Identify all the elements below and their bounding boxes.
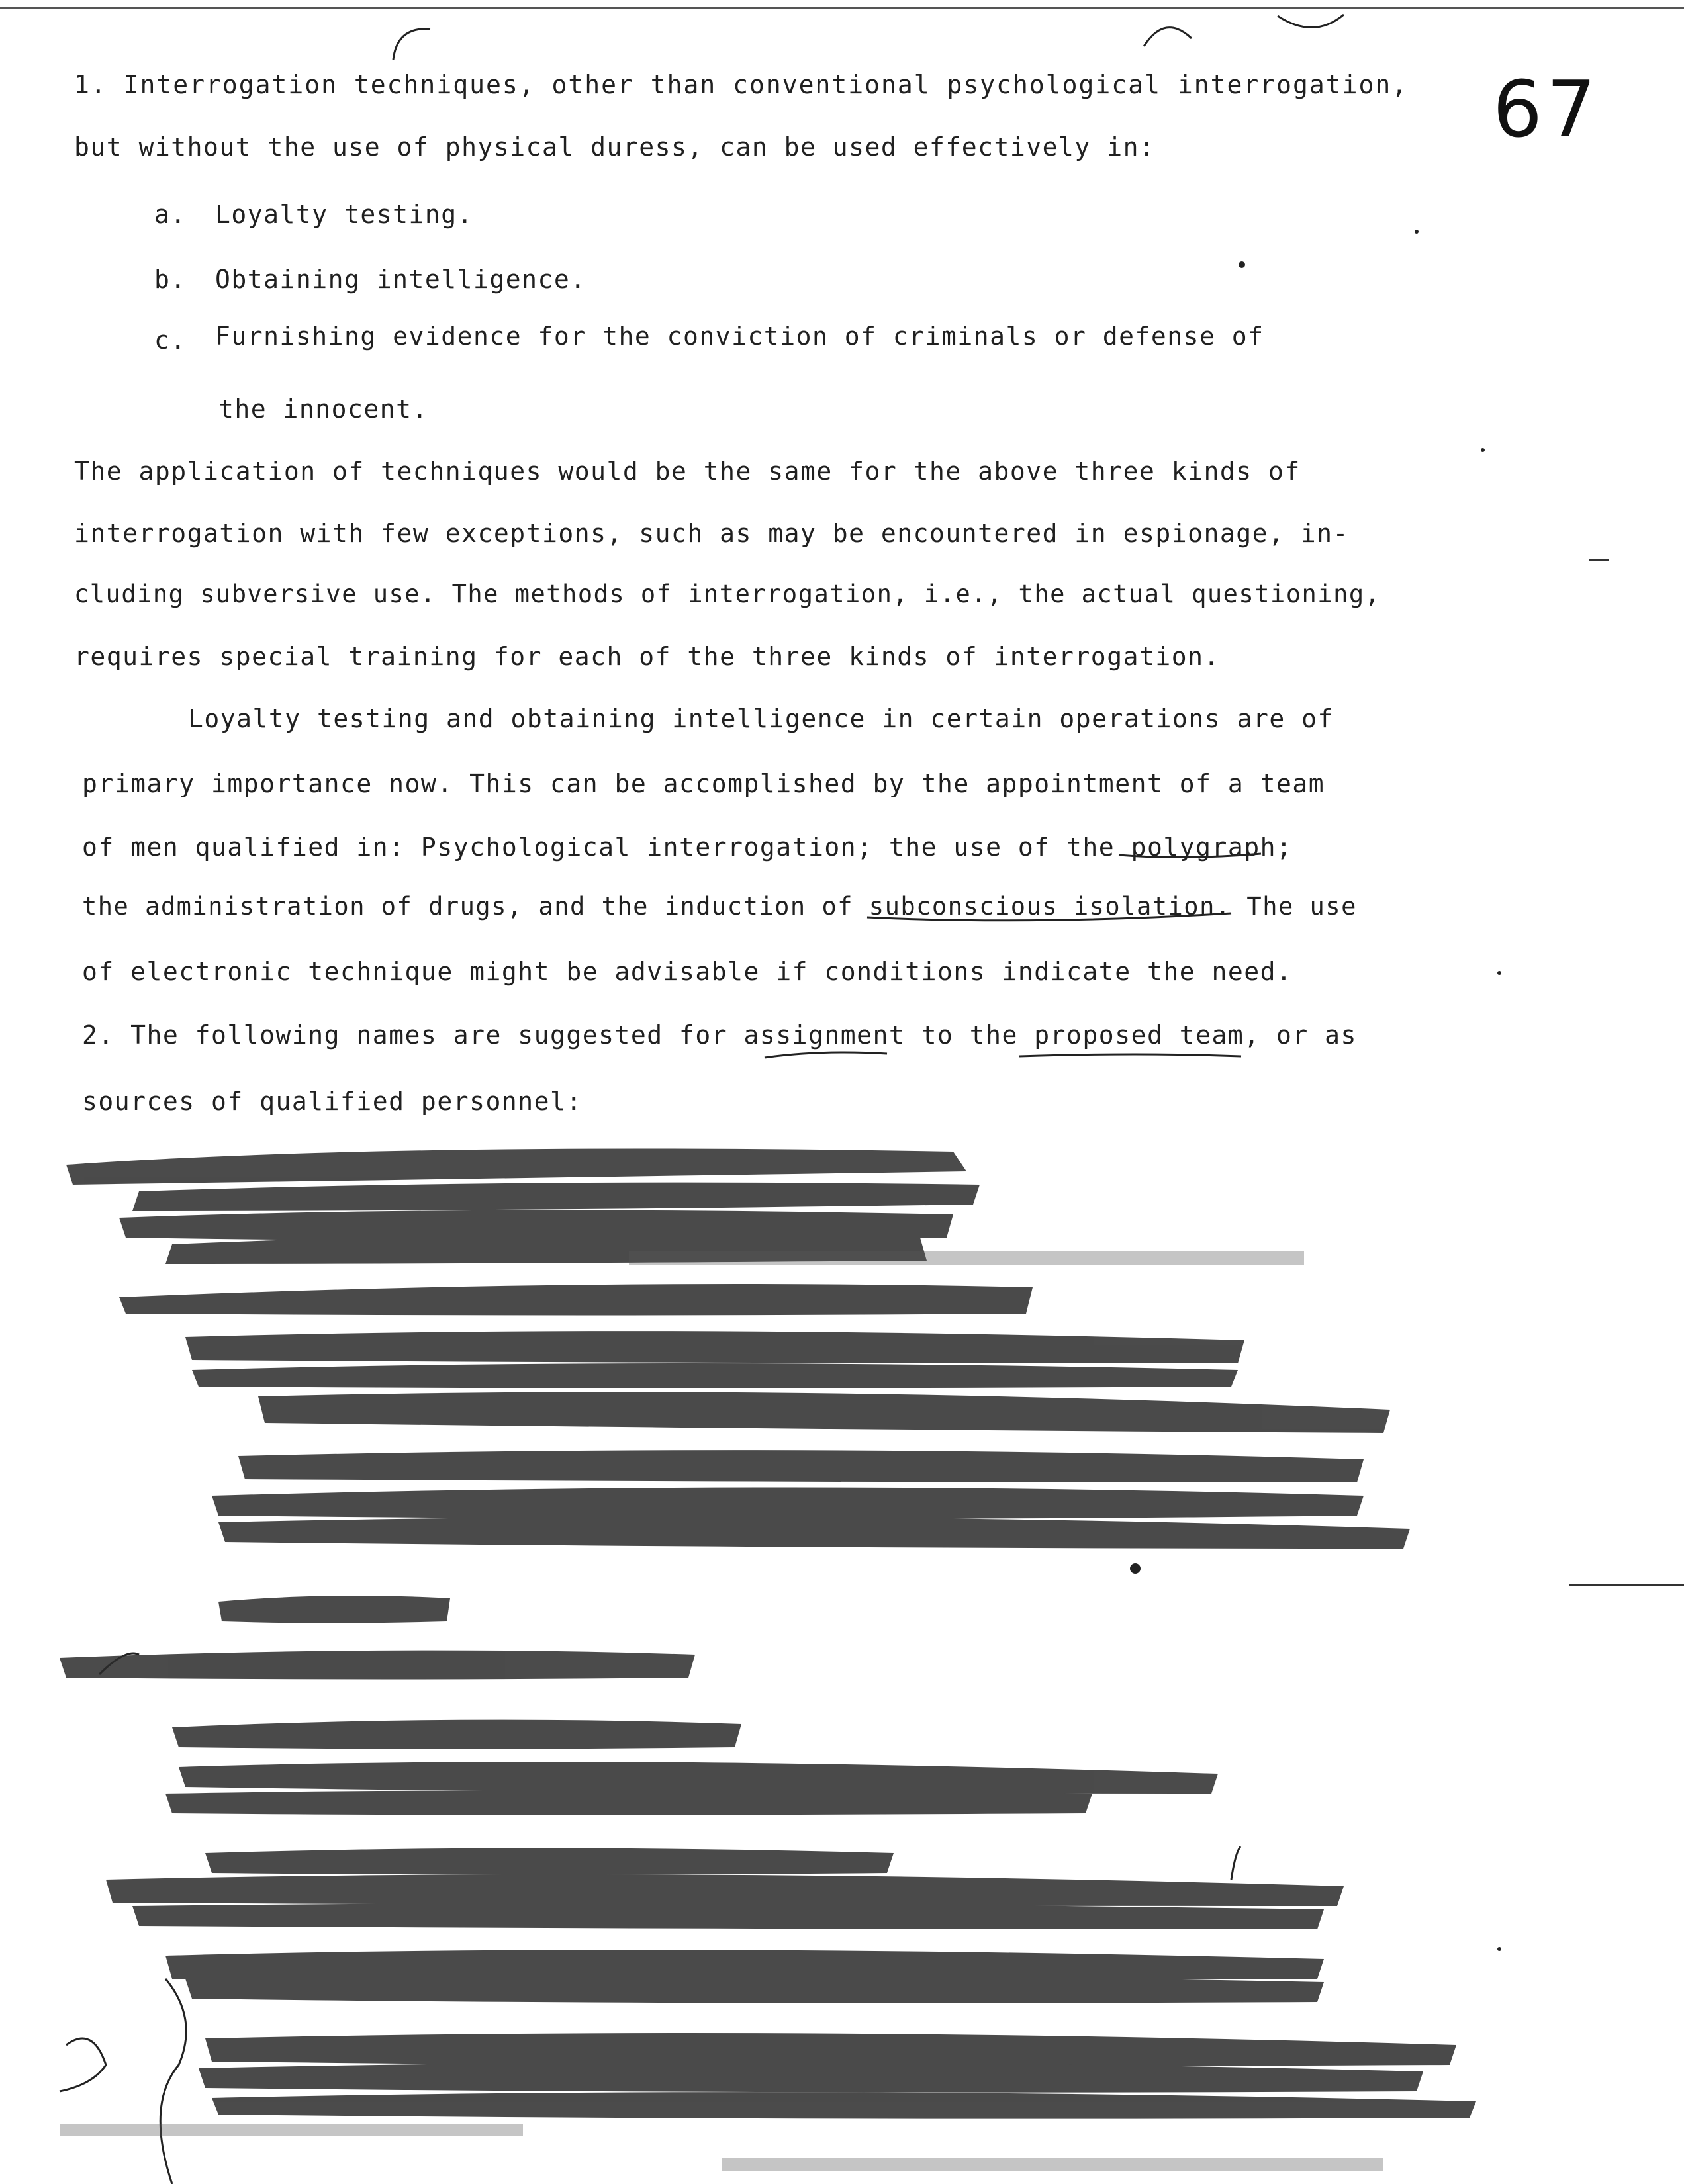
redaction-bar-17 bbox=[205, 1848, 894, 1875]
redaction-bar-12 bbox=[218, 1596, 450, 1623]
paragraph-2-line-2: sources of qualified personnel: bbox=[82, 1087, 583, 1116]
loyalty-line-5: of electronic technique might be advisable if conditions indicate the need. bbox=[82, 957, 1293, 986]
redaction-bar-16 bbox=[165, 1790, 1092, 1815]
redaction-bar-9 bbox=[238, 1450, 1364, 1482]
body-line-3: cluding subversive use. The methods of interrogation, i.e., the actual questioning, bbox=[74, 580, 1381, 608]
loyalty-line-1: Loyalty testing and obtaining intelligence in certain operations are of bbox=[188, 704, 1334, 733]
redaction-bar-8 bbox=[258, 1392, 1390, 1433]
list-marker-a: a. bbox=[154, 200, 187, 229]
loyalty-line-3: of men qualified in: Psychological interrogation; the use of the polygraph; bbox=[82, 833, 1293, 862]
redaction-bar-6 bbox=[185, 1331, 1244, 1363]
list-item-c: Furnishing evidence for the conviction of criminals or defense of bbox=[215, 322, 1264, 351]
redaction-bar-18 bbox=[106, 1874, 1344, 1906]
redaction-bar-1 bbox=[66, 1149, 966, 1185]
redaction-faint-residue bbox=[60, 1251, 1383, 2171]
redaction-bar-23 bbox=[199, 2062, 1423, 2093]
handwritten-page-number: 67 bbox=[1493, 64, 1601, 155]
loyalty-line-4: the administration of drugs, and the induction of subconscious isolation. The use bbox=[82, 892, 1357, 921]
list-item-a: Loyalty testing. bbox=[215, 200, 474, 229]
redaction-bar-19 bbox=[132, 1903, 1324, 1929]
redaction-bar-10 bbox=[212, 1488, 1364, 1520]
redaction-bar-14 bbox=[172, 1720, 741, 1749]
redaction-residue-3 bbox=[60, 2124, 523, 2136]
redaction-strokes bbox=[60, 1149, 1476, 2119]
redaction-residue-2 bbox=[722, 2158, 1383, 2171]
redaction-bar-13 bbox=[60, 1651, 695, 1680]
paragraph-1-line-2: but without the use of physical duress, can be used effectively in: bbox=[74, 132, 1156, 161]
body-line-2: interrogation with few exceptions, such as may be encountered in espionage, in- bbox=[74, 519, 1349, 548]
redaction-bar-5 bbox=[119, 1284, 1033, 1316]
redaction-bar-2 bbox=[132, 1183, 980, 1211]
list-item-c-continuation: the innocent. bbox=[218, 394, 428, 424]
redaction-bar-22 bbox=[205, 2033, 1456, 2066]
list-marker-c: c. bbox=[154, 326, 187, 355]
redaction-bar-7 bbox=[192, 1363, 1238, 1388]
list-item-b: Obtaining intelligence. bbox=[215, 265, 586, 294]
redaction-bar-24 bbox=[212, 2092, 1476, 2119]
redaction-bar-11 bbox=[218, 1517, 1410, 1549]
paragraph-2-line-1: 2. The following names are suggested for assignment to the proposed team, or as bbox=[82, 1021, 1357, 1050]
redaction-residue-1 bbox=[629, 1251, 1304, 1265]
body-line-1: The application of techniques would be the same for the above three kinds of bbox=[74, 457, 1301, 486]
redaction-bar-15 bbox=[179, 1762, 1218, 1794]
list-marker-b: b. bbox=[154, 265, 187, 294]
loyalty-line-2: primary importance now. This can be accomplished by the appointment of a team bbox=[82, 769, 1325, 798]
paragraph-1-line-1: 1. Interrogation techniques, other than conventional psychological interrogation, bbox=[74, 70, 1409, 99]
body-line-4: requires special training for each of the three kinds of interrogation. bbox=[74, 642, 1220, 671]
